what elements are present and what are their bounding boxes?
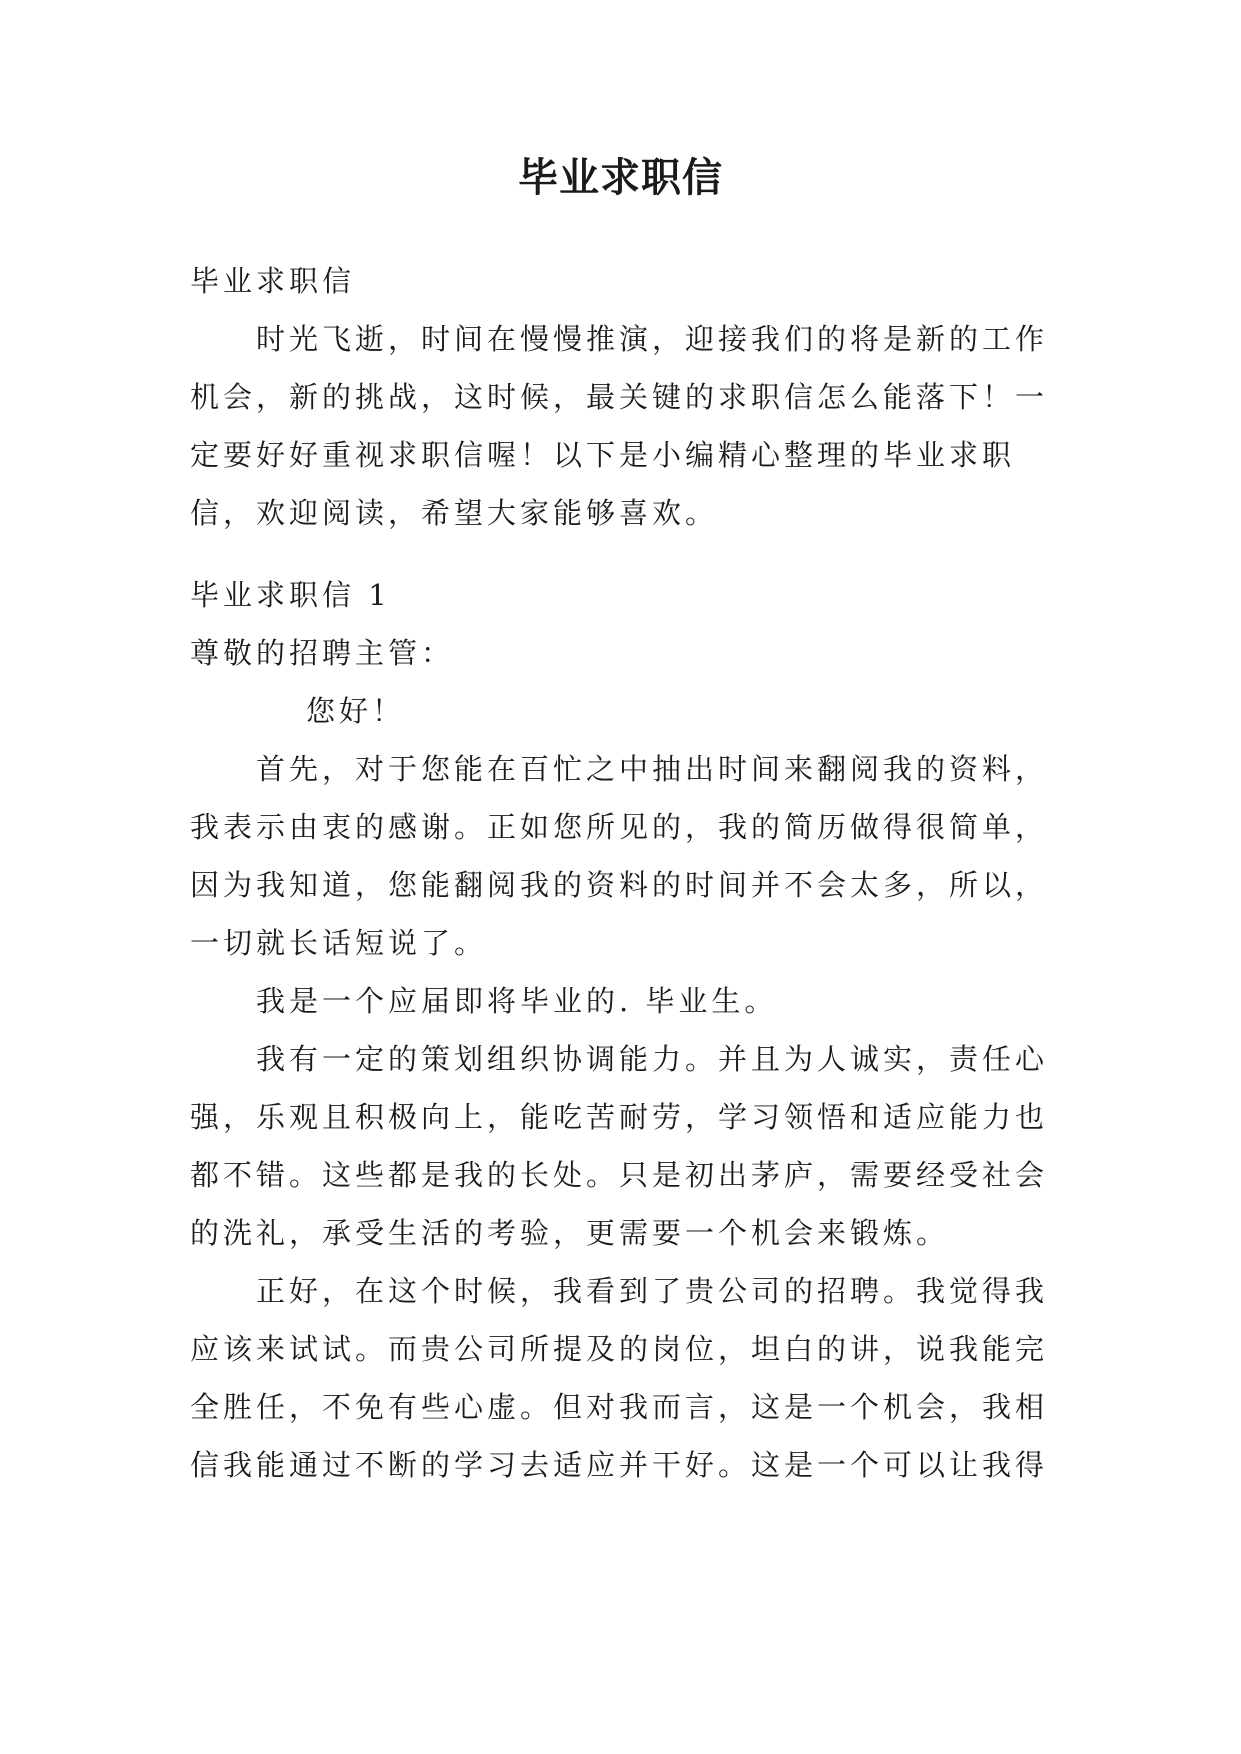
intro-section [190, 252, 1060, 542]
letter-1-section [190, 566, 1060, 1494]
body-paragraph: 首先，对于您能在百忙之中抽出时间来翻阅我的资料，我表示由衷的感谢。正如您所见的，我的简历做得很简单，因为我知道，您能翻阅我的资料的时间并不会太多，所以，一切就长话短说了。 [190, 752, 1049, 960]
document-title: 毕业求职信 [518, 155, 723, 201]
intro-paragraph: 时光飞逝，时间在慢慢推演，迎接我们的将是新的工作机会，新的挑战，这时候，最关键的求职信怎么能落下！一定要好好重视求职信喔！以下是小编精心整理的毕业求职信，欢迎阅读，希望大家能够喜欢。 [190, 322, 1049, 530]
letter-1-heading: 毕业求职信 1 [190, 578, 391, 612]
salutation: 尊敬的招聘主管： [190, 636, 455, 670]
body-paragraph: 我是一个应届即将毕业的. 毕业生。 [256, 984, 778, 1018]
greeting: 您好！ [306, 694, 406, 728]
body-paragraph: 正好，在这个时候，我看到了贵公司的招聘。我觉得我应该来试试。而贵公司所提及的岗位，坦白的讲，说我能完全胜任，不免有些心虚。但对我而言，这是一个机会，我相信我能通过不断的学习去适应并干好。这是一个可以让我得 [190, 1274, 1049, 1482]
intro-heading: 毕业求职信 [190, 264, 356, 298]
body-paragraph: 我有一定的策划组织协调能力。并且为人诚实，责任心强，乐观且积极向上，能吃苦耐劳，学习领悟和适应能力也都不错。这些都是我的长处。只是初出茅庐，需要经受社会的洗礼，承受生活的考验，更需要一个机会来锻炼。 [190, 1042, 1049, 1250]
